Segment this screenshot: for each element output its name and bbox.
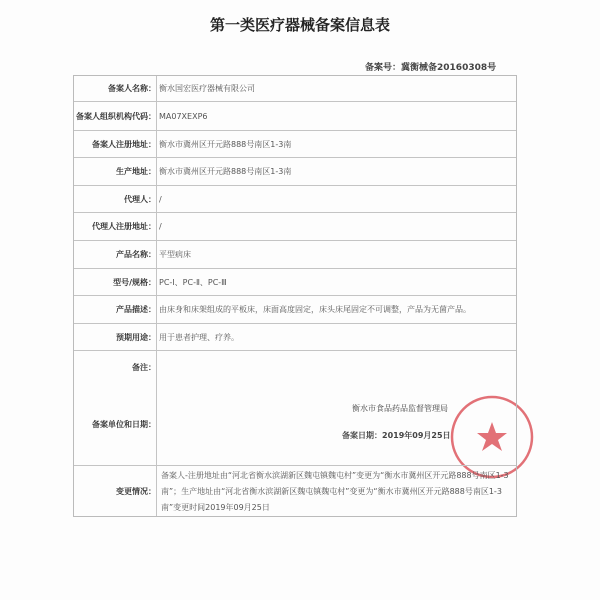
row-value: PC-Ⅰ、PC-Ⅱ、PC-Ⅲ	[159, 277, 227, 287]
filing-value	[157, 383, 516, 465]
row-value: 用于患者护理、疗养。	[159, 332, 239, 342]
row-label: 备案人注册地址：	[74, 131, 157, 157]
table-row	[74, 213, 516, 241]
table-row	[74, 351, 516, 383]
filing-row	[74, 383, 516, 466]
row-label: 产品描述：	[74, 296, 157, 323]
table-row	[74, 131, 516, 158]
table-row	[74, 76, 516, 102]
table-row	[74, 158, 516, 186]
table-row	[74, 102, 516, 131]
row-value: 衡水国宏医疗器械有限公司	[159, 84, 255, 93]
changes-text: 备案人-注册地址由“河北省衡水滨湖新区魏屯镇魏屯村”变更为“衡水市冀州区开元路888号南区1-3南”；生产地址由“河北省衡水滨湖新区魏屯镇魏屯村”变更为“衡水市冀州区开元路888号南区1-3南”变更时间2019年09月25日	[161, 471, 509, 512]
row-value: 衡水市冀州区开元路888号南区1-3南	[159, 139, 292, 149]
row-value: /	[159, 222, 162, 231]
row-label: 型号/规格：	[74, 269, 157, 295]
row-value: MA07XEXP6	[159, 111, 208, 121]
row-label: 代理人注册地址：	[74, 213, 157, 240]
row-label: 生产地址：	[74, 158, 157, 185]
record-number	[365, 60, 496, 73]
row-label: 预期用途：	[74, 324, 157, 350]
record-number-label: 备案号：	[365, 63, 402, 73]
filing-authority: 衡水市食品药品监督管理局	[352, 404, 448, 413]
row-label: 产品名称：	[74, 241, 157, 268]
table-row	[74, 186, 516, 213]
record-number-value: 冀衡械备20160308号	[401, 63, 497, 73]
row-label: 备案人组织机构代码：	[74, 102, 157, 130]
table-row	[74, 269, 516, 296]
row-label: 备注：	[74, 351, 157, 383]
row-label: 备案人名称：	[74, 76, 157, 101]
table-row	[74, 241, 516, 269]
changes-value	[157, 466, 516, 516]
row-value: /	[159, 194, 162, 204]
row-value: 由床身和床架组成的平板床，床面高度固定，床头床尾固定不可调整，产品为无菌产品。	[159, 305, 471, 314]
row-value: 衡水市冀州区开元路888号南区1-3南	[159, 167, 292, 176]
filing-date: 备案日期：2019年09月25日	[342, 431, 451, 440]
changes-row	[74, 466, 516, 516]
changes-label: 变更情况：	[74, 466, 157, 516]
document-title: 第一类医疗器械备案信息表	[209, 16, 390, 34]
filing-label: 备案单位和日期：	[74, 383, 157, 465]
row-value: 平型病床	[159, 250, 191, 259]
table-row	[74, 324, 516, 351]
info-table	[73, 75, 517, 517]
table-row	[74, 296, 516, 324]
row-value	[157, 351, 516, 383]
row-label: 代理人：	[74, 186, 157, 212]
